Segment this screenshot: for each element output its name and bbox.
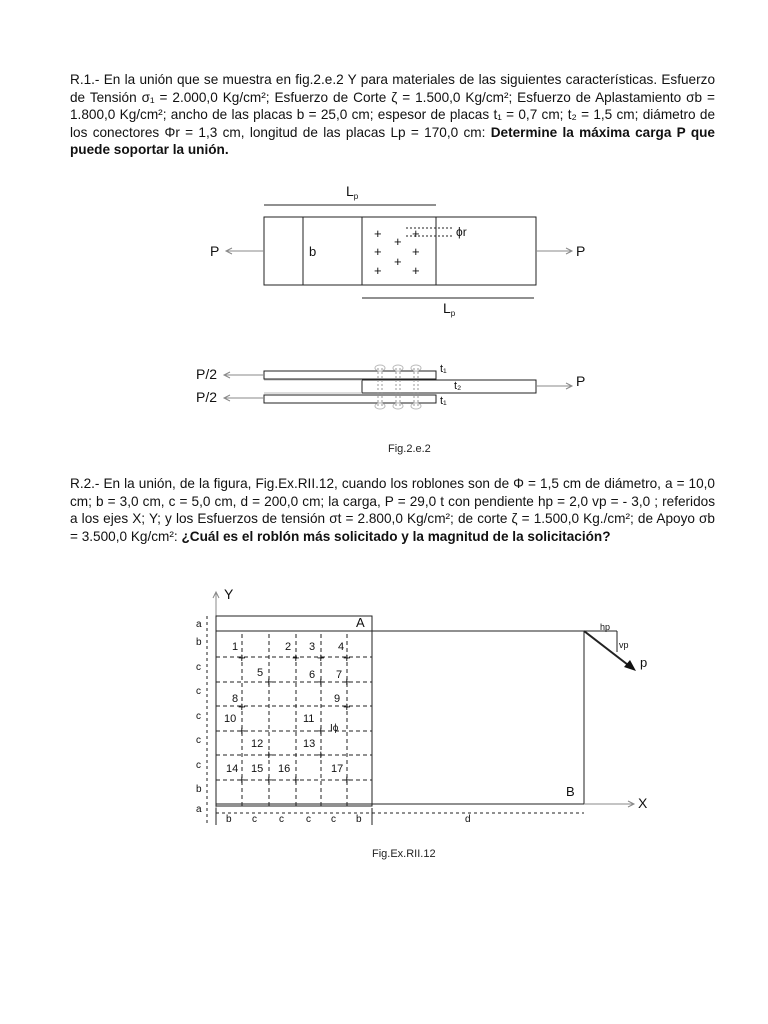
problem-r1-question: Determine la máxima carga P que puede soportar la unión. <box>70 124 715 158</box>
svg-text:+: + <box>317 723 325 738</box>
half-load-top-label: P/2 <box>196 366 218 382</box>
left-dimension-label: c <box>196 760 201 771</box>
t1-bottom-label: t₁ <box>440 395 447 407</box>
problem-r1-statement: R.1.- En la unión que se muestra en fig.2.e.2 Y para materiales de las siguientes características. Esfuerzo de Tensión σ₁ = 2.000,0 Kg/cm²; Esfuerzo de Corte ζ = 1.500,0 Kg/cm²; Esfuerzo de Aplastamiento σb = 1.800,0 Kg/cm²; ancho de las placas b = 25,0 cm; espesor de placas t₁ = 0,7 cm; t₂ = 1,5 cm; diámetro de los conectores Φr = 1,3 cm, longitud de las placas Lp = 170,0 cm: <box>70 72 715 140</box>
figure2-caption: Fig.Ex.RII.12 <box>372 848 436 860</box>
vp-label: vp <box>619 640 629 650</box>
bottom-dimension-label: c <box>306 814 311 825</box>
rivet-mark: + <box>374 244 382 259</box>
rivet-number-1: 1 <box>232 641 239 653</box>
rivet-mark: + <box>412 263 420 278</box>
svg-text:+: + <box>317 674 325 689</box>
side-view <box>224 365 572 409</box>
bottom-dimension-label: b <box>226 814 232 825</box>
left-dimension-label: a <box>196 804 202 815</box>
left-plate <box>264 217 436 285</box>
t1-top-label: t₁ <box>440 363 447 375</box>
rivet-number-2: 2 <box>285 641 292 653</box>
lp-bottom-label: $L_p$ <box>443 300 456 318</box>
point-a-label: A <box>356 615 365 630</box>
svg-text:+: + <box>265 772 273 787</box>
left-load-label: P <box>210 243 220 259</box>
phi-marker: Iϕ <box>330 723 339 734</box>
rivet-mark: + <box>412 226 420 241</box>
rivet-number-5: 5 <box>257 667 264 679</box>
rivet-number-3: 3 <box>309 641 316 653</box>
left-dimension-label: c <box>196 686 201 697</box>
right-load-label: P <box>576 243 586 259</box>
right-plate <box>362 217 536 285</box>
bottom-dimension-label: c <box>331 814 336 825</box>
left-dimension-label: c <box>196 662 201 673</box>
phi-label: ϕr <box>456 225 467 239</box>
rivet-number-7: 7 <box>336 669 343 681</box>
bottom-dimension-label: c <box>252 814 257 825</box>
rivet-mark: + <box>412 244 420 259</box>
rivet-number-9: 9 <box>334 693 341 705</box>
d-dimension-label: d <box>465 814 471 825</box>
width-label: b <box>309 244 317 259</box>
problem-r2-question: ¿Cuál es el roblón más solicitado y la magnitud de la solicitación? <box>181 528 611 544</box>
left-dimension-label: c <box>196 735 201 746</box>
rivet-mark: + <box>394 254 402 269</box>
rivet-mark: + <box>374 263 382 278</box>
rivet-number-11: 11 <box>303 713 315 725</box>
x-axis-label: X <box>638 795 648 811</box>
hp-label: hp <box>600 622 611 632</box>
bottom-plate-t1 <box>264 395 436 403</box>
rivet-number-14: 14 <box>226 763 239 775</box>
left-dimension-label: a <box>196 619 202 630</box>
problem-r2-statement: R.2.- En la unión, de la figura, Fig.Ex.RII.12, cuando los roblones son de Φ = 1,5 cm de diámetro, a = 10,0 cm; b = 3,0 cm, c = 5,0 cm, d = 200,0 cm; la carga, P = 29,0 t con pendiente hp = 2,0 vp = - 3,0 ; referidos a los ejes X; Y; y los Esfuerzos de tensión σt = 2.800,0 Kg/cm²; de corte ζ = 1.500,0 Kg./cm²; de Apoyo σb = 3.500,0 Kg/cm²: <box>70 476 715 544</box>
svg-text:+: + <box>317 747 325 762</box>
svg-text:+: + <box>238 650 246 665</box>
t2-label: t₂ <box>454 380 462 392</box>
figure1-caption: Fig.2.e.2 <box>388 443 431 455</box>
rivet-number-13: 13 <box>303 738 316 750</box>
rivet-number-8: 8 <box>232 693 239 705</box>
half-load-bottom-label: P/2 <box>196 389 218 405</box>
svg-text:+: + <box>343 699 351 714</box>
svg-text:+: + <box>343 772 351 787</box>
left-dimension-label: c <box>196 711 201 722</box>
lp-top-label: $L_p$ <box>346 183 359 201</box>
svg-text:+: + <box>343 674 351 689</box>
rivet-mark: + <box>374 226 382 241</box>
load-arrowhead <box>624 660 636 671</box>
point-b-label: B <box>566 784 575 799</box>
rivet-number-15: 15 <box>251 763 264 775</box>
side-load-label: P <box>576 373 586 389</box>
rivet-mark: + <box>394 234 402 249</box>
rivet-number-17: 17 <box>331 763 344 775</box>
svg-text:+: + <box>238 699 246 714</box>
rivet-number-16: 16 <box>278 763 291 775</box>
bottom-dimension-label: b <box>356 814 362 825</box>
svg-text:+: + <box>238 723 246 738</box>
svg-text:+: + <box>265 747 273 762</box>
svg-text:+: + <box>292 772 300 787</box>
left-dimension-labels <box>196 619 202 815</box>
middle-plate-t2 <box>362 380 536 393</box>
svg-text:+: + <box>265 674 273 689</box>
rivet-number-4: 4 <box>338 641 345 653</box>
load-label: p <box>640 655 648 670</box>
bottom-dimension-labels <box>226 814 362 825</box>
bottom-dimension-label: c <box>279 814 284 825</box>
left-dimension-label: b <box>196 637 202 648</box>
rivet-number-12: 12 <box>251 738 264 750</box>
svg-text:+: + <box>343 650 351 665</box>
rivet-number-6: 6 <box>309 669 316 681</box>
rivet-number-10: 10 <box>224 713 237 725</box>
top-plate-t1 <box>264 371 436 379</box>
svg-text:+: + <box>292 650 300 665</box>
svg-text:+: + <box>317 650 325 665</box>
svg-text:+: + <box>238 772 246 787</box>
left-dimension-label: b <box>196 784 202 795</box>
y-axis-label: Y <box>224 586 234 602</box>
